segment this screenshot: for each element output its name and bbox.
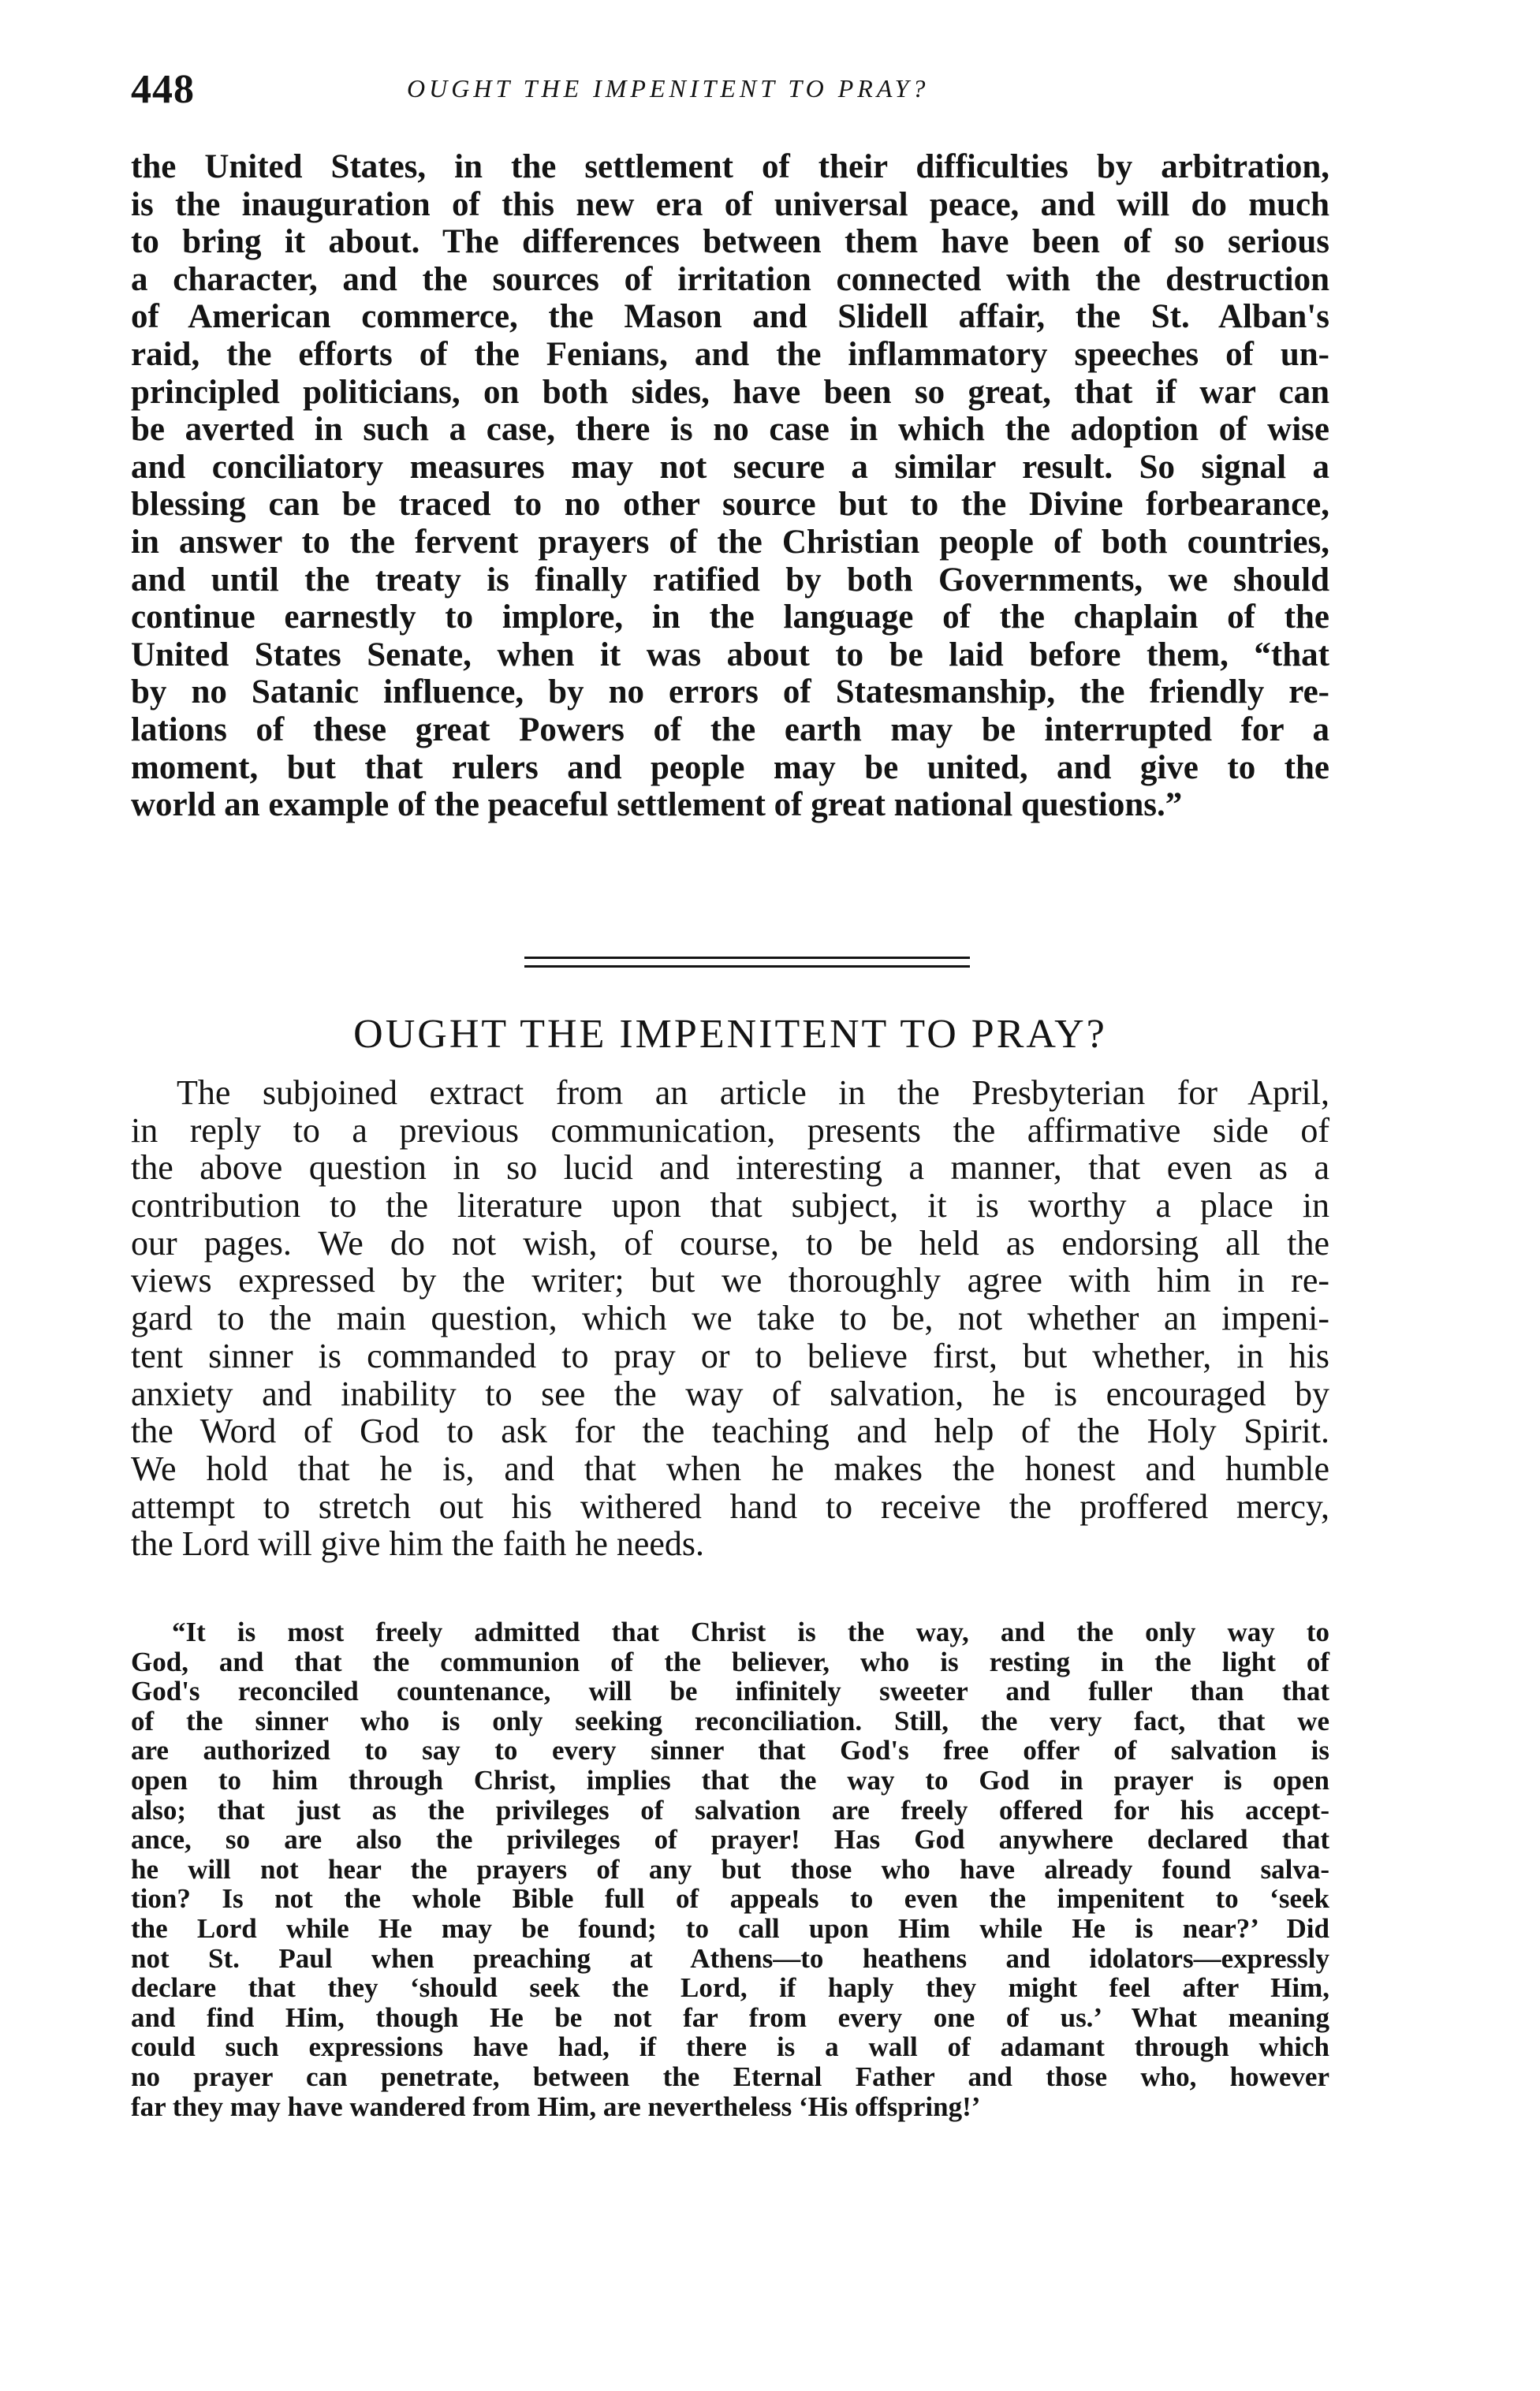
paragraph-introduction-line: contribution to the literature upon that subject, it is worthy a place in [131, 1186, 1329, 1225]
page-number: 448 [131, 67, 195, 112]
quotation-line: also; that just as the privileges of salvation are freely offered for his accept- [131, 1794, 1329, 1826]
quotation-line: open to him through Christ, implies that the way to God in prayer is open [131, 1764, 1329, 1796]
quotation-line: no prayer can penetrate, between the Eternal Father and those who, however [131, 2061, 1329, 2092]
quotation-line: God's reconciled countenance, will be infinitely sweeter and fuller than that [131, 1676, 1329, 1707]
paragraph-introduction-line: anxiety and inability to see the way of salvation, he is encouraged by [131, 1374, 1329, 1413]
quotation-line: “It is most freely admitted that Christ is the way, and the only way to [172, 1617, 1329, 1647]
paragraph-arbitration-line: be averted in such a case, there is no case in which the adoption of wise [131, 411, 1329, 449]
paragraph-introduction-line: attempt to stretch out his withered hand to receive the proffered mercy, [131, 1486, 1329, 1526]
quotation-line: ance, so are also the privileges of prayer! Has God anywhere declared that [131, 1824, 1329, 1856]
paragraph-introduction-line: our pages. We do not wish, of course, to be held as endorsing all the [131, 1223, 1329, 1263]
paragraph-arbitration [131, 148, 1329, 824]
paragraph-arbitration-line: a character, and the sources of irritation connected with the destruction [131, 260, 1329, 298]
running-head: OUGHT THE IMPENITENT TO PRAY? [407, 74, 930, 103]
paragraph-arbitration-line: United States Senate, when it was about to be laid before them, “that [131, 636, 1329, 673]
paragraph-introduction-line: in reply to a previous communication, presents the affirmative side of [131, 1110, 1329, 1150]
paragraph-introduction-line: the Lord will give him the faith he needs. [131, 1524, 705, 1564]
article-title: OUGHT THE IMPENITENT TO PRAY? [353, 1012, 1107, 1057]
paragraph-arbitration-line: and conciliatory measures may not secure a similar result. So signal a [131, 448, 1329, 486]
paragraph-arbitration-line: of American commerce, the Mason and Slidell affair, the St. Alban's [131, 298, 1329, 336]
paragraph-arbitration-line: and until the treaty is finally ratified by both Governments, we should [131, 561, 1329, 599]
quotation-line: not St. Paul when preaching at Athens—to heathens and idolators—expressly [131, 1942, 1329, 1974]
quotation-line: and find Him, though He be not far from every one of us.’ What meaning [131, 2001, 1329, 2033]
paragraph-arbitration-line: is the inauguration of this new era of universal peace, and will do much [131, 185, 1329, 223]
paragraph-arbitration-line: by no Satanic influence, by no errors of Statesmanship, the friendly re- [131, 673, 1329, 711]
paragraph-arbitration-line: world an example of the peaceful settlement of great national questions.” [131, 786, 1183, 824]
section-divider [524, 957, 970, 968]
paragraph-introduction-line: We hold that he is, and that when he makes the honest and humble [131, 1449, 1329, 1488]
paragraph-introduction-line: gard to the main question, which we take to be, not whether an impeni- [131, 1299, 1329, 1338]
quotation-line: he will not hear the prayers of any but those who have already found salva- [131, 1853, 1329, 1885]
quotation-line: could such expressions have had, if there is a wall of adamant through which [131, 2031, 1329, 2063]
paragraph-arbitration-line: the United States, in the settlement of their difficulties by arbitration, [131, 148, 1329, 185]
quotation-line: far they may have wandered from Him, are nevertheless ‘His offspring!’ [131, 2091, 981, 2122]
quotation-block [131, 1617, 1329, 2121]
paragraph-arbitration-line: principled politicians, on both sides, have been so great, that if war can [131, 373, 1329, 411]
paragraph-introduction [131, 1074, 1329, 1563]
paragraph-arbitration-line: to bring it about. The differences between them have been of so serious [131, 223, 1329, 261]
paragraph-introduction-line: the Word of God to ask for the teaching and help of the Holy Spirit. [131, 1412, 1329, 1451]
paragraph-introduction-line: tent sinner is commanded to pray or to believe first, but whether, in his [131, 1336, 1329, 1375]
quotation-line: of the sinner who is only seeking reconciliation. Still, the very fact, that we [131, 1705, 1329, 1736]
quotation-line: tion? Is not the whole Bible full of appeals to even the impenitent to ‘seek [131, 1883, 1329, 1915]
quotation-line: the Lord while He may be found; to call upon Him while He is near?’ Did [131, 1912, 1329, 1944]
paragraph-arbitration-line: continue earnestly to implore, in the language of the chaplain of the [131, 599, 1329, 636]
quotation-line: declare that they ‘should seek the Lord, if haply they might feel after Him, [131, 1972, 1329, 2004]
paragraph-arbitration-line: lations of these great Powers of the earth may be interrupted for a [131, 711, 1329, 748]
paragraph-arbitration-line: raid, the efforts of the Fenians, and the inflammatory speeches of un- [131, 335, 1329, 373]
paragraph-introduction-line: views expressed by the writer; but we thoroughly agree with him in re- [131, 1261, 1329, 1300]
page-header [131, 66, 1314, 114]
paragraph-arbitration-line: in answer to the fervent prayers of the Christian people of both countries, [131, 523, 1329, 561]
paragraph-introduction-line: the above question in so lucid and interesting a manner, that even as a [131, 1148, 1329, 1188]
quotation-line: are authorized to say to every sinner that God's free offer of salvation is [131, 1735, 1329, 1766]
paragraph-introduction-line: The subjoined extract from an article in the Presbyterian for April, [177, 1073, 1329, 1112]
paragraph-arbitration-line: moment, but that rulers and people may be united, and give to the [131, 748, 1329, 786]
paragraph-arbitration-line: blessing can be traced to no other source but to the Divine forbearance, [131, 486, 1329, 524]
quotation-line: God, and that the communion of the believer, who is resting in the light of [131, 1646, 1329, 1677]
